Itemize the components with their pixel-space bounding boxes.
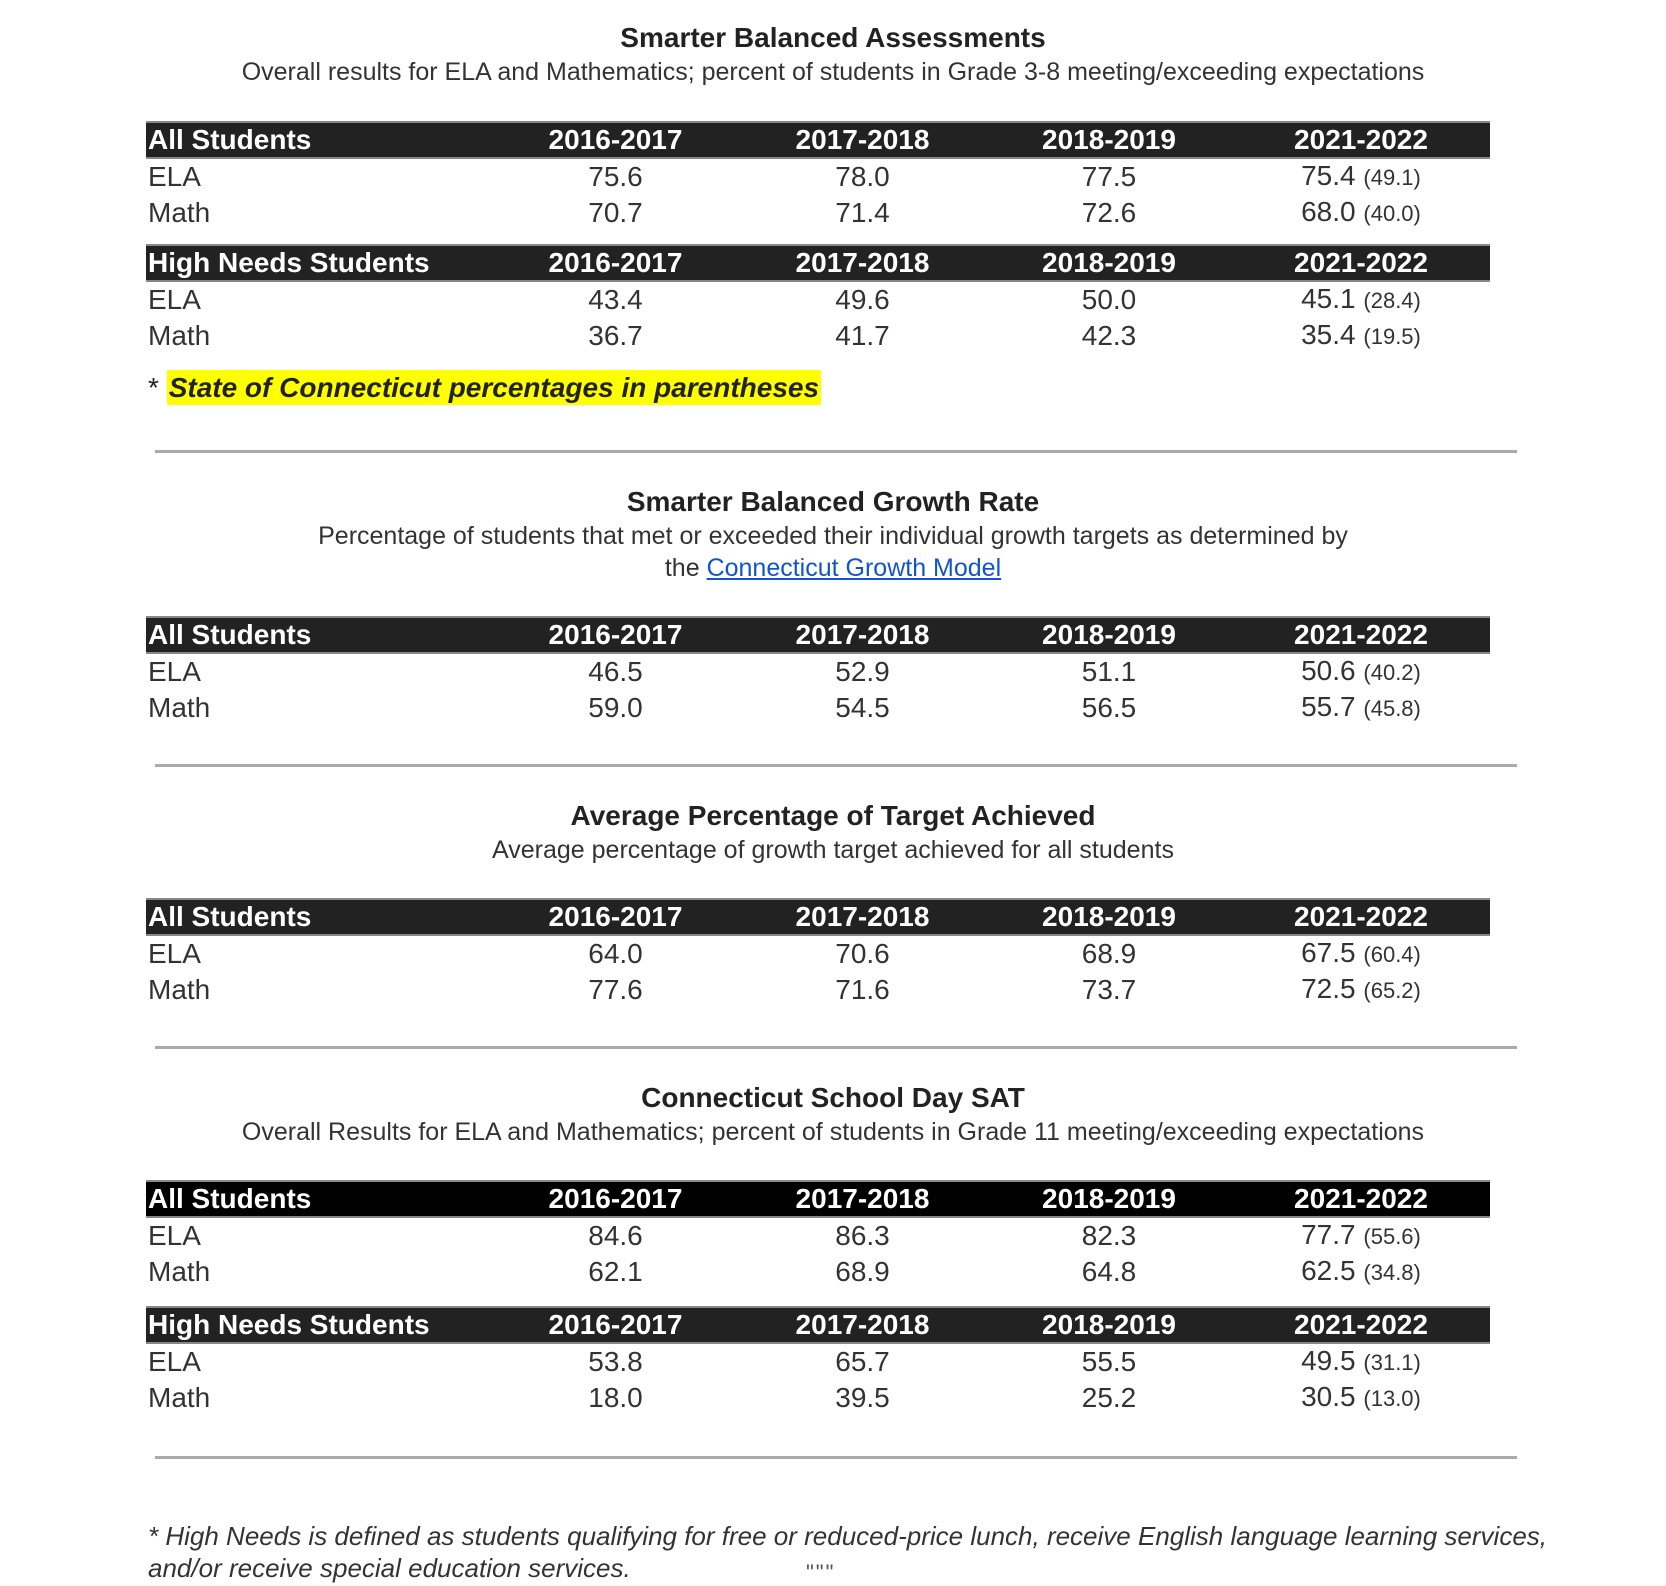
district-value: 50.6 (1301, 655, 1356, 686)
row-label: Math (148, 1256, 211, 1287)
cell-value: 65.7 (835, 1346, 890, 1377)
cell-value-with-state (1232, 1343, 1490, 1380)
year-header: 2016-2017 (492, 617, 739, 653)
district-value: 30.5 (1301, 1381, 1356, 1412)
table-header-row (146, 899, 1490, 935)
district-value: 68.0 (1301, 196, 1356, 227)
state-value: (40.2) (1363, 660, 1421, 685)
year-header: 2018-2019 (986, 1307, 1232, 1343)
year-header: 2017-2018 (739, 1307, 986, 1343)
district-value: 77.7 (1301, 1219, 1356, 1250)
table-header-row (146, 617, 1490, 653)
state-value: (13.0) (1363, 1386, 1421, 1411)
state-value: (49.1) (1363, 165, 1421, 190)
district-value: 55.7 (1301, 691, 1356, 722)
state-value: (65.2) (1363, 978, 1421, 1003)
table-target-achieved-all-students (146, 898, 1490, 1008)
cell-value: 36.7 (588, 320, 643, 351)
cell-value: 68.9 (1081, 938, 1137, 969)
subtitle-prefix: the (664, 554, 700, 582)
cell-value-with-state (1232, 972, 1490, 1008)
cell-value: 84.6 (588, 1220, 643, 1251)
district-value: 45.1 (1301, 283, 1356, 314)
cell-value: 51.1 (1081, 656, 1137, 687)
cell-value: 70.6 (835, 938, 890, 969)
cell-value: 52.9 (835, 656, 890, 687)
year-header: 2021-2022 (1232, 1181, 1490, 1217)
cell-value: 68.9 (835, 1256, 890, 1287)
cell-value-with-state (1232, 690, 1490, 726)
year-header: 2016-2017 (492, 245, 739, 281)
table-header-row (146, 245, 1490, 281)
row-label: ELA (148, 938, 201, 969)
year-header: 2018-2019 (986, 617, 1232, 653)
year-header: 2021-2022 (1232, 1307, 1490, 1343)
row-label: ELA (148, 656, 201, 687)
cell-value: 72.6 (1081, 197, 1137, 228)
section-divider (155, 1456, 1517, 1459)
year-header: 2018-2019 (986, 899, 1232, 935)
year-header: 2021-2022 (1232, 899, 1490, 935)
cell-value-with-state (1232, 1217, 1490, 1254)
table-sat-high-needs (146, 1306, 1490, 1416)
year-header: 2021-2022 (1232, 245, 1490, 281)
row-label: ELA (148, 284, 201, 315)
section-divider (155, 1046, 1517, 1049)
row-label: Math (148, 1382, 211, 1413)
year-header: 2016-2017 (492, 1181, 739, 1217)
row-label: Math (148, 197, 211, 228)
cell-value: 78.0 (835, 161, 890, 192)
note-asterisk: * (148, 372, 159, 403)
section-subtitle-sat: Overall Results for ELA and Mathematics; percent of students in Grade 11 meeting/exceeding expectations (241, 1118, 1425, 1146)
section-title-growth-rate: Smarter Balanced Growth Rate (626, 486, 1040, 517)
cell-value: 42.3 (1081, 320, 1137, 351)
state-value: (34.8) (1363, 1260, 1421, 1285)
cell-value-with-state (1232, 195, 1490, 231)
state-percentages-note (148, 372, 821, 404)
table-sba-all-students (146, 121, 1490, 231)
table-row (146, 318, 1490, 354)
cell-value: 73.7 (1081, 974, 1137, 1005)
section-subtitle-target-achieved: Average percentage of growth target achieved for all students (492, 836, 1174, 864)
cell-value-with-state (1232, 935, 1490, 972)
cutoff-text: """ (806, 1560, 836, 1585)
table-row (146, 1343, 1490, 1380)
table-row (146, 972, 1490, 1008)
state-value: (60.4) (1363, 942, 1421, 967)
row-label: ELA (148, 1346, 201, 1377)
cell-value: 77.6 (588, 974, 643, 1005)
cell-value: 64.0 (588, 938, 643, 969)
group-header: High Needs Students (146, 245, 492, 281)
section-divider (155, 764, 1517, 767)
cell-value: 54.5 (835, 692, 890, 723)
group-header: All Students (146, 122, 492, 158)
high-needs-footnote: * High Needs is defined as students qualifying for free or reduced-price lunch, receive English language learning services, and/or receive special education services. (148, 1521, 1548, 1583)
cell-value-with-state (1232, 281, 1490, 318)
cell-value: 77.5 (1081, 161, 1137, 192)
group-header: All Students (146, 617, 492, 653)
table-row (146, 1380, 1490, 1416)
group-header: All Students (146, 1181, 492, 1217)
year-header: 2016-2017 (492, 1307, 739, 1343)
table-sat-all-students (146, 1180, 1490, 1290)
table-growth-rate-all-students (146, 616, 1490, 726)
group-header: High Needs Students (146, 1307, 492, 1343)
cell-value: 62.1 (588, 1256, 643, 1287)
table-row (146, 195, 1490, 231)
cell-value: 70.7 (588, 197, 643, 228)
cell-value: 43.4 (588, 284, 643, 315)
year-header: 2018-2019 (986, 1181, 1232, 1217)
year-header: 2017-2018 (739, 122, 986, 158)
cell-value: 75.6 (588, 161, 643, 192)
row-label: ELA (148, 1220, 201, 1251)
cell-value: 46.5 (588, 656, 643, 687)
district-value: 75.4 (1301, 160, 1356, 191)
cell-value-with-state (1232, 158, 1490, 195)
section-title-target-achieved: Average Percentage of Target Achieved (570, 800, 1096, 831)
year-header: 2017-2018 (739, 899, 986, 935)
cell-value: 50.0 (1081, 284, 1137, 315)
table-row (146, 653, 1490, 690)
table-row (146, 1254, 1490, 1290)
table-row (146, 935, 1490, 972)
table-row (146, 281, 1490, 318)
district-value: 49.5 (1301, 1345, 1356, 1376)
year-header: 2018-2019 (986, 122, 1232, 158)
state-value: (28.4) (1363, 288, 1421, 313)
cell-value: 25.2 (1081, 1382, 1137, 1413)
district-value: 67.5 (1301, 937, 1356, 968)
cell-value: 82.3 (1081, 1220, 1137, 1251)
section-subtitle-growth-rate: Percentage of students that met or exceeded their individual growth targets as determined by (318, 522, 1348, 550)
state-value: (55.6) (1363, 1224, 1421, 1249)
year-header: 2017-2018 (739, 245, 986, 281)
section-divider (155, 450, 1517, 453)
cell-value: 53.8 (588, 1346, 643, 1377)
table-header-row (146, 1181, 1490, 1217)
cell-value: 18.0 (588, 1382, 643, 1413)
row-label: Math (148, 692, 211, 723)
cell-value: 59.0 (588, 692, 643, 723)
cell-value: 39.5 (835, 1382, 890, 1413)
state-value: (31.1) (1363, 1350, 1421, 1375)
table-sba-high-needs (146, 244, 1490, 354)
section-subtitle-growth-rate-line2 (0, 552, 1666, 584)
connecticut-growth-model-link[interactable]: Connecticut Growth Model (706, 554, 1002, 582)
group-header: All Students (146, 899, 492, 935)
year-header: 2017-2018 (739, 1181, 986, 1217)
year-header: 2021-2022 (1232, 122, 1490, 158)
cell-value-with-state (1232, 1254, 1490, 1290)
year-header: 2021-2022 (1232, 617, 1490, 653)
cell-value: 86.3 (835, 1220, 890, 1251)
section-subtitle-sba: Overall results for ELA and Mathematics; percent of students in Grade 3-8 meeting/exceeding expectations (241, 58, 1425, 86)
year-header: 2017-2018 (739, 617, 986, 653)
district-value: 72.5 (1301, 973, 1356, 1004)
section-title-sat: Connecticut School Day SAT (641, 1082, 1025, 1113)
cell-value: 71.6 (835, 974, 890, 1005)
district-value: 35.4 (1301, 319, 1356, 350)
table-row (146, 690, 1490, 726)
cell-value: 41.7 (835, 320, 890, 351)
table-row (146, 1217, 1490, 1254)
cell-value: 71.4 (835, 197, 890, 228)
district-value: 62.5 (1301, 1255, 1356, 1286)
cell-value-with-state (1232, 1380, 1490, 1416)
cell-value: 56.5 (1081, 692, 1137, 723)
row-label: ELA (148, 161, 201, 192)
year-header: 2016-2017 (492, 899, 739, 935)
row-label: Math (148, 320, 211, 351)
state-value: (40.0) (1363, 201, 1421, 226)
table-row (146, 158, 1490, 195)
cell-value-with-state (1232, 318, 1490, 354)
highlighted-note-text: State of Connecticut percentages in parentheses (168, 372, 820, 403)
cell-value-with-state (1232, 653, 1490, 690)
state-value: (19.5) (1363, 324, 1421, 349)
row-label: Math (148, 974, 211, 1005)
table-header-row (146, 122, 1490, 158)
cell-value: 55.5 (1081, 1346, 1137, 1377)
cell-value: 64.8 (1081, 1256, 1137, 1287)
state-value: (45.8) (1363, 696, 1421, 721)
year-header: 2018-2019 (986, 245, 1232, 281)
table-header-row (146, 1307, 1490, 1343)
section-title-sba: Smarter Balanced Assessments (620, 22, 1046, 53)
cell-value: 49.6 (835, 284, 890, 315)
year-header: 2016-2017 (492, 122, 739, 158)
